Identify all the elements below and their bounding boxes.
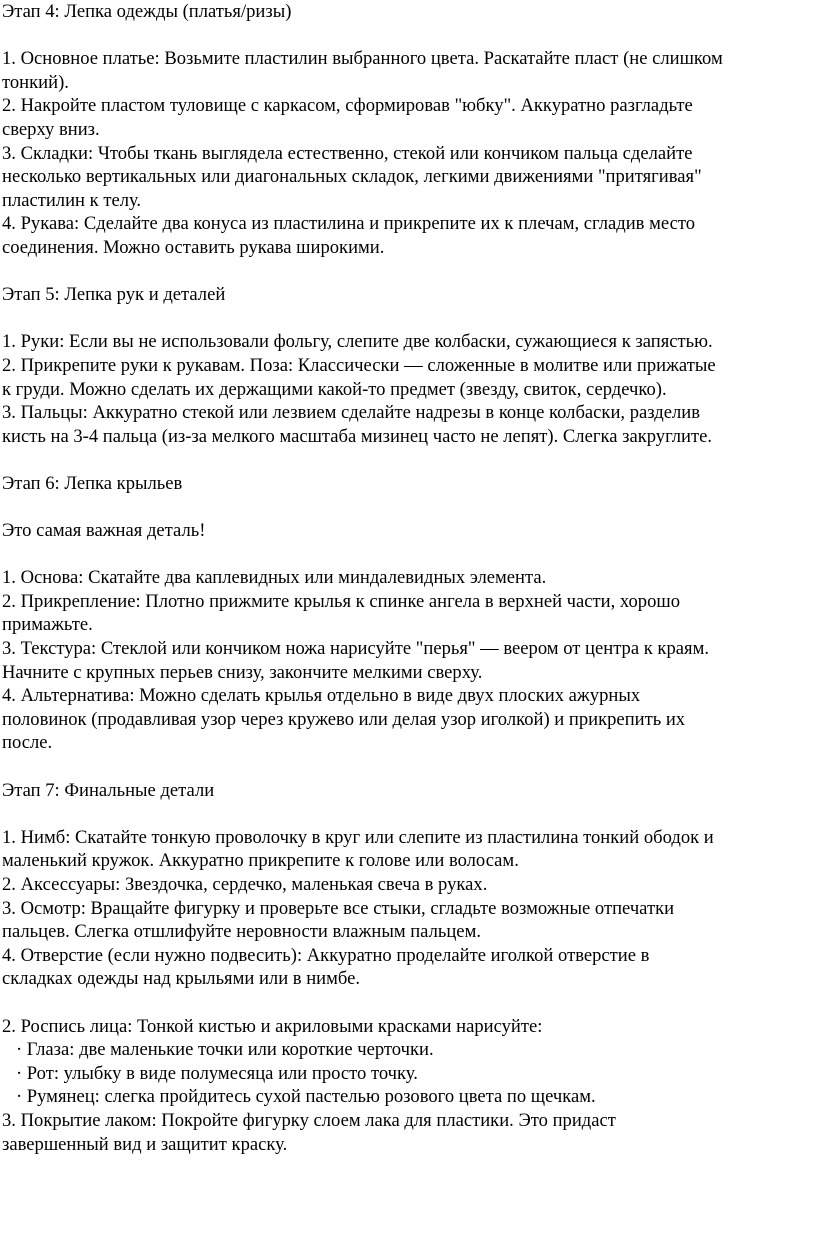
stage6-line: 3. Текстура: Стеклой или кончиком ножа нарисуйте "перья" — веером от центра к краям. — [2, 638, 709, 660]
stage6-line: половинок (продавливая узор через кружево или делая узор иголкой) и прикрепить их — [2, 708, 686, 730]
stage7-line: маленький кружок. Аккуратно прикрепите к голове или волосам. — [2, 850, 519, 872]
stage7-line: 4. Отверстие (если нужно подвесить): Аккуратно проделайте иголкой отверстие в — [2, 944, 650, 966]
stage6-line: примажьте. — [2, 614, 93, 636]
final-line: 2. Роспись лица: Тонкой кистью и акриловыми красками нарисуйте: — [2, 1015, 543, 1037]
stage5-line: 3. Пальцы: Аккуратно стекой или лезвием сделайте надрезы в конце колбаски, разделив — [2, 402, 700, 424]
stage4-line: несколько вертикальных или диагональных складок, легкими движениями "притягивая" — [2, 166, 702, 188]
spacer — [2, 307, 814, 331]
final-line: · Рот: улыбку в виде полумесяца или просто точку. — [2, 1062, 418, 1084]
stage7-line: пальцев. Слегка отшлифуйте неровности влажным пальцем. — [2, 921, 481, 943]
stage5-line: 2. Прикрепите руки к рукавам. Поза: Классически — сложенные в молитве или прижатые — [2, 354, 716, 376]
spacer — [2, 543, 814, 567]
final-line: 3. Покрытие лаком: Покройте фигурку слоем лака для пластики. Это придаст — [2, 1109, 616, 1131]
stage4-line: 2. Накройте пластом туловище с каркасом, сформировав "юбку". Аккуратно разгладьте — [2, 95, 693, 117]
stage4-line: пластилин к телу. — [2, 189, 142, 211]
stage6-line: 1. Основа: Скатайте два каплевидных или миндалевидных элемента. — [2, 567, 547, 589]
stage4-title: Этап 4: Лепка одежды (платья/ризы) — [2, 1, 292, 22]
stage5-title: Этап 5: Лепка рук и деталей — [2, 284, 226, 306]
stage4-line: 4. Рукава: Сделайте два конуса из пластилина и прикрепите их к плечам, сгладив место — [2, 213, 695, 235]
stage7-line: 2. Аксессуары: Звездочка, сердечко, маленькая свеча в руках. — [2, 873, 488, 895]
spacer — [2, 260, 814, 284]
final-line: · Глаза: две маленькие точки или короткие черточки. — [2, 1039, 434, 1061]
stage5-line: кисть на 3-4 пальца (из-за мелкого масштаба мизинец часто не лепят). Слегка закруглите. — [2, 425, 713, 447]
stage7-line: 3. Осмотр: Вращайте фигурку и проверьте все стыки, сгладьте возможные отпечатки — [2, 897, 675, 919]
stage6-line: 2. Прикрепление: Плотно прижмите крылья к спинке ангела в верхней части, хорошо — [2, 590, 680, 612]
stage5-line: 1. Руки: Если вы не использовали фольгу, слепите две колбаски, сужающиеся к запястью. — [2, 331, 713, 353]
spacer — [2, 991, 814, 1015]
stage4-line: сверху вниз. — [2, 118, 100, 140]
stage6-intro: Это самая важная деталь! — [2, 520, 206, 542]
final-line: · Румянец: слегка пройдитесь сухой пастелью розового цвета по щечкам. — [2, 1086, 596, 1108]
stage6-line: 4. Альтернатива: Можно сделать крылья отдельно в виде двух плоских ажурных — [2, 685, 641, 707]
stage6-title: Этап 6: Лепка крыльев — [2, 472, 183, 494]
spacer — [2, 24, 814, 48]
spacer — [2, 802, 814, 826]
stage6-line: после. — [2, 732, 53, 754]
stage4-line: 1. Основное платье: Возьмите пластилин выбранного цвета. Раскатайте пласт (не слишком — [2, 48, 723, 70]
stage4-line: тонкий). — [2, 71, 69, 93]
spacer — [2, 448, 814, 472]
spacer — [2, 495, 814, 519]
stage5-line: к груди. Можно сделать их держащими какой-то предмет (звезду, свиток, сердечко). — [2, 378, 667, 400]
stage4-line: соединения. Можно оставить рукава широкими. — [2, 236, 385, 258]
stage7-line: 1. Нимб: Скатайте тонкую проволочку в круг или слепите из пластилина тонкий ободок и — [2, 826, 714, 848]
stage6-line: Начните с крупных перьев снизу, закончите мелкими сверху. — [2, 661, 483, 683]
spacer — [2, 755, 814, 779]
stage7-title: Этап 7: Финальные детали — [2, 779, 215, 801]
stage7-line: складках одежды над крыльями или в нимбе. — [2, 968, 361, 990]
stage4-line: 3. Складки: Чтобы ткань выглядела естественно, стекой или кончиком пальца сделайте — [2, 142, 693, 164]
final-line: завершенный вид и защитит краску. — [2, 1133, 288, 1155]
